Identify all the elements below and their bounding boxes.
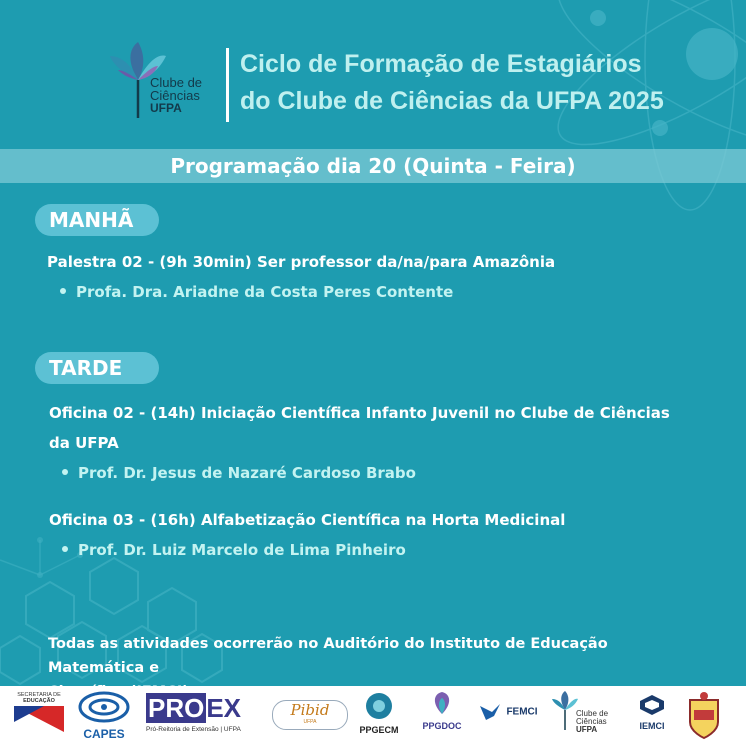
ppgdoc-text: PPGDOC: [422, 721, 462, 731]
logo-line3: UFPA: [150, 101, 182, 115]
speaker-name: Prof. Dr. Jesus de Nazaré Cardoso Brabo: [78, 464, 416, 482]
pibid-logo: [272, 700, 348, 730]
sponsor-logos: [0, 686, 746, 746]
club-line2: Ciências: [576, 717, 607, 726]
page-title: [240, 46, 664, 120]
seduc-line1: SECRETARIA DE: [17, 692, 61, 698]
program-band-text: Programação dia 20 (Quinta - Feira): [170, 154, 576, 178]
logo-text: [150, 76, 202, 115]
para-flag-icon: [14, 704, 64, 734]
proex-logo: [146, 694, 260, 733]
ppgdoc-logo: [414, 690, 470, 731]
afternoon-item1-title: [49, 398, 670, 458]
flower-small-icon: [552, 690, 578, 732]
morning-item-title: Palestra 02 - (9h 30min) Ser professor da/na/para Amazônia: [47, 253, 556, 271]
ppgecm-icon: [365, 692, 393, 720]
ppgecm-logo: [352, 692, 406, 735]
iemci-icon: [639, 694, 665, 716]
proex-ex: EX: [206, 693, 242, 723]
capes-text: CAPES: [83, 727, 125, 741]
bullet-icon: [62, 546, 68, 552]
logo-line1: Clube de: [150, 75, 203, 90]
ufpa-crest-logo: [686, 690, 726, 745]
club-line3: UFPA: [576, 725, 598, 734]
venue-note-line1: Todas as atividades ocorrerão no Auditório do Instituto de Educação Matemática e: [48, 636, 608, 676]
crest-icon: [686, 690, 722, 740]
ppgecm-text: PPGECM: [359, 725, 399, 735]
afternoon-item2-title: Oficina 03 - (16h) Alfabetização Científica na Horta Medicinal: [49, 511, 566, 529]
speaker-name: Prof. Dr. Luiz Marcelo de Lima Pinheiro: [78, 541, 406, 559]
iemci-text: IEMCI: [639, 721, 665, 731]
bullet-icon: [60, 288, 66, 294]
capes-logo: [76, 690, 132, 741]
afternoon-label: TARDE: [35, 352, 159, 384]
seduc-logo: [14, 692, 64, 739]
proex-pro: PRO: [148, 693, 205, 723]
speaker-name: Profa. Dra. Ariadne da Costa Peres Contente: [76, 283, 454, 301]
afternoon-item2-speaker: [62, 540, 406, 560]
ppgdoc-icon: [427, 690, 457, 716]
title-line2: do Clube de Ciências da UFPA 2025: [240, 87, 664, 115]
pibid-text: Pibid: [290, 701, 330, 719]
pibid-sub: UFPA: [303, 719, 317, 725]
proex-sub: Pró-Reitoria de Extensão | UFPA: [146, 726, 241, 733]
afternoon-item1-title-line1: Oficina 02 - (14h) Iniciação Científica Infanto Juvenil no Clube de Ciências: [49, 404, 670, 422]
title-line1: Ciclo de Formação de Estagiários: [240, 50, 642, 78]
bullet-icon: [62, 469, 68, 475]
femci-bird-icon: [478, 700, 502, 724]
capes-icon: [76, 690, 132, 724]
iemci-logo: [632, 694, 672, 731]
morning-item-speaker: [60, 282, 453, 302]
afternoon-item1-title-line2: da UFPA: [49, 434, 119, 452]
femci-text: FEMCI: [506, 706, 538, 718]
club-line1: Clube de: [576, 709, 609, 718]
afternoon-item1-speaker: [62, 463, 416, 483]
logo-line2: Ciências: [150, 88, 200, 103]
morning-label: MANHÃ: [35, 204, 159, 236]
title-divider: [226, 48, 229, 122]
seduc-line2: EDUCAÇÃO: [23, 698, 55, 704]
femci-logo: [478, 700, 544, 724]
